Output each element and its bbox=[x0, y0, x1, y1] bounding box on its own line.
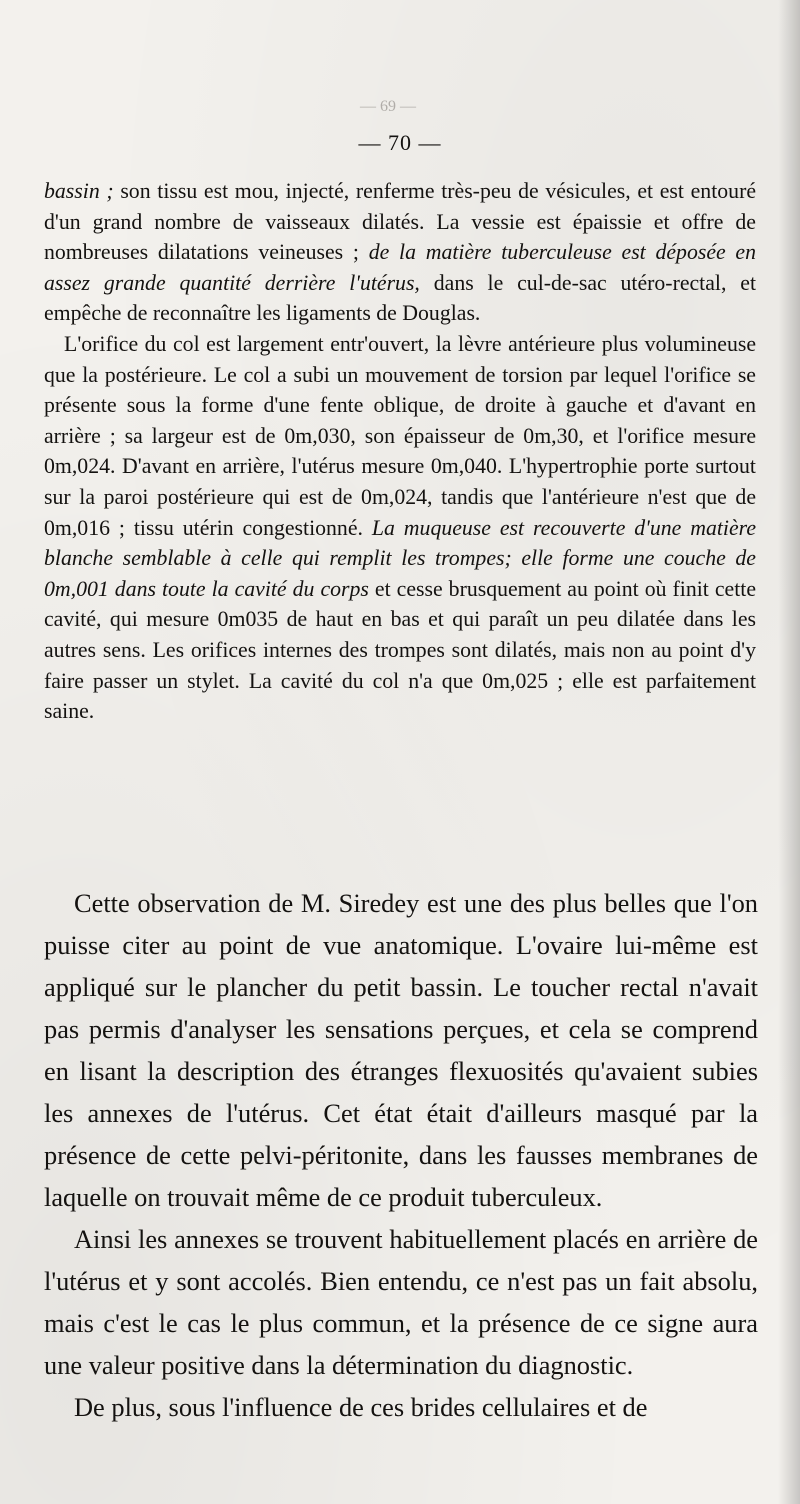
paragraph-1-italic-start: bassin ; bbox=[44, 179, 114, 203]
paragraph-2-italic: La muqueuse est recouverte d'une matière blanche semblable à celle qui remplit les trompes; elle forme une couche de 0m,001 dans toute la cavité du corps bbox=[44, 515, 756, 601]
observation-text-block bbox=[44, 176, 756, 727]
paragraph-2-text-a: L'orifice du col est largement entr'ouvert, la lèvre antérieure plus volumineuse que la postérieure. Le col a subi un mouvement de torsion par lequel l'orifice se présente sous la forme d'une fente oblique, de droite à gauche et d'avant en arrière ; sa largeur est de 0m,030, son épaisseur de 0m,30, et l'orifice mesure 0m,024. D'avant en arrière, l'utérus mesure 0m,040. L'hypertrophie porte surtout sur la paroi postérieure qui est de 0m,024, tandis que l'antérieure n'est que de 0m,016 ; tissu utérin congestionné. bbox=[44, 331, 756, 540]
paragraph-1-text-b: dans le cul-de-sac utéro-rectal, et empêche de reconnaître les ligaments de Douglas. bbox=[44, 270, 756, 326]
paragraph-1-italic-mid: de la matière tuberculeuse est déposée en assez grande quantité derrière l'utérus, bbox=[44, 240, 756, 295]
paragraph-3: Cette observation de M. Siredey est une des plus belles que l'on puisse citer au point de vue anatomique. L'ovaire lui-même est appliqué sur le plancher du petit bassin. Le toucher rectal n'avait pas permis d'analyser les sensations perçues, et cela se comprend en lisant la description des étranges flexuosités qu'avaient subies les annexes de l'utérus. Cet état était d'ailleurs masqué par la présence de cette pelvi-péritonite, dans les fausses membranes de laquelle on trouvait même de ce produit tuberculeux. bbox=[44, 888, 758, 1212]
paragraph-1-text-a: son tissu est mou, injecté, renferme très-peu de vésicules, et est entouré d'un grand nombre de vaisseaux dilatés. La vessie est épaissie et offre de nombreuses dilatations veineuses ; bbox=[44, 179, 756, 265]
paragraph-5: De plus, sous l'influence de ces brides cellulaires et de bbox=[74, 1392, 648, 1422]
paragraph-1 bbox=[44, 176, 756, 329]
bleed-through-page-number: — 69 — bbox=[360, 98, 416, 115]
paragraph-4: Ainsi les annexes se trouvent habituellement placés en arrière de l'utérus et y sont accolés. Bien entendu, ce n'est pas un fait absolu, mais c'est le cas le plus commun, et la présence de ce signe aura une valeur positive dans la détermination du diagnostic. bbox=[44, 1224, 758, 1380]
paragraph-2 bbox=[44, 329, 756, 727]
paragraph-2-text-b: et cesse brusquement au point où finit cette cavité, qui mesure 0m035 de haut en bas et qui paraît un peu dilatée dans les autres sens. Les orifices internes des trompes sont dilatés, mais non au point d'y faire passer un stylet. La cavité du col n'a que 0m,025 ; elle est parfaitement saine. bbox=[44, 576, 756, 724]
page-number: — 70 — bbox=[358, 130, 442, 155]
page-edge-shadow bbox=[778, 0, 800, 1504]
commentary-text-block bbox=[44, 882, 758, 1428]
